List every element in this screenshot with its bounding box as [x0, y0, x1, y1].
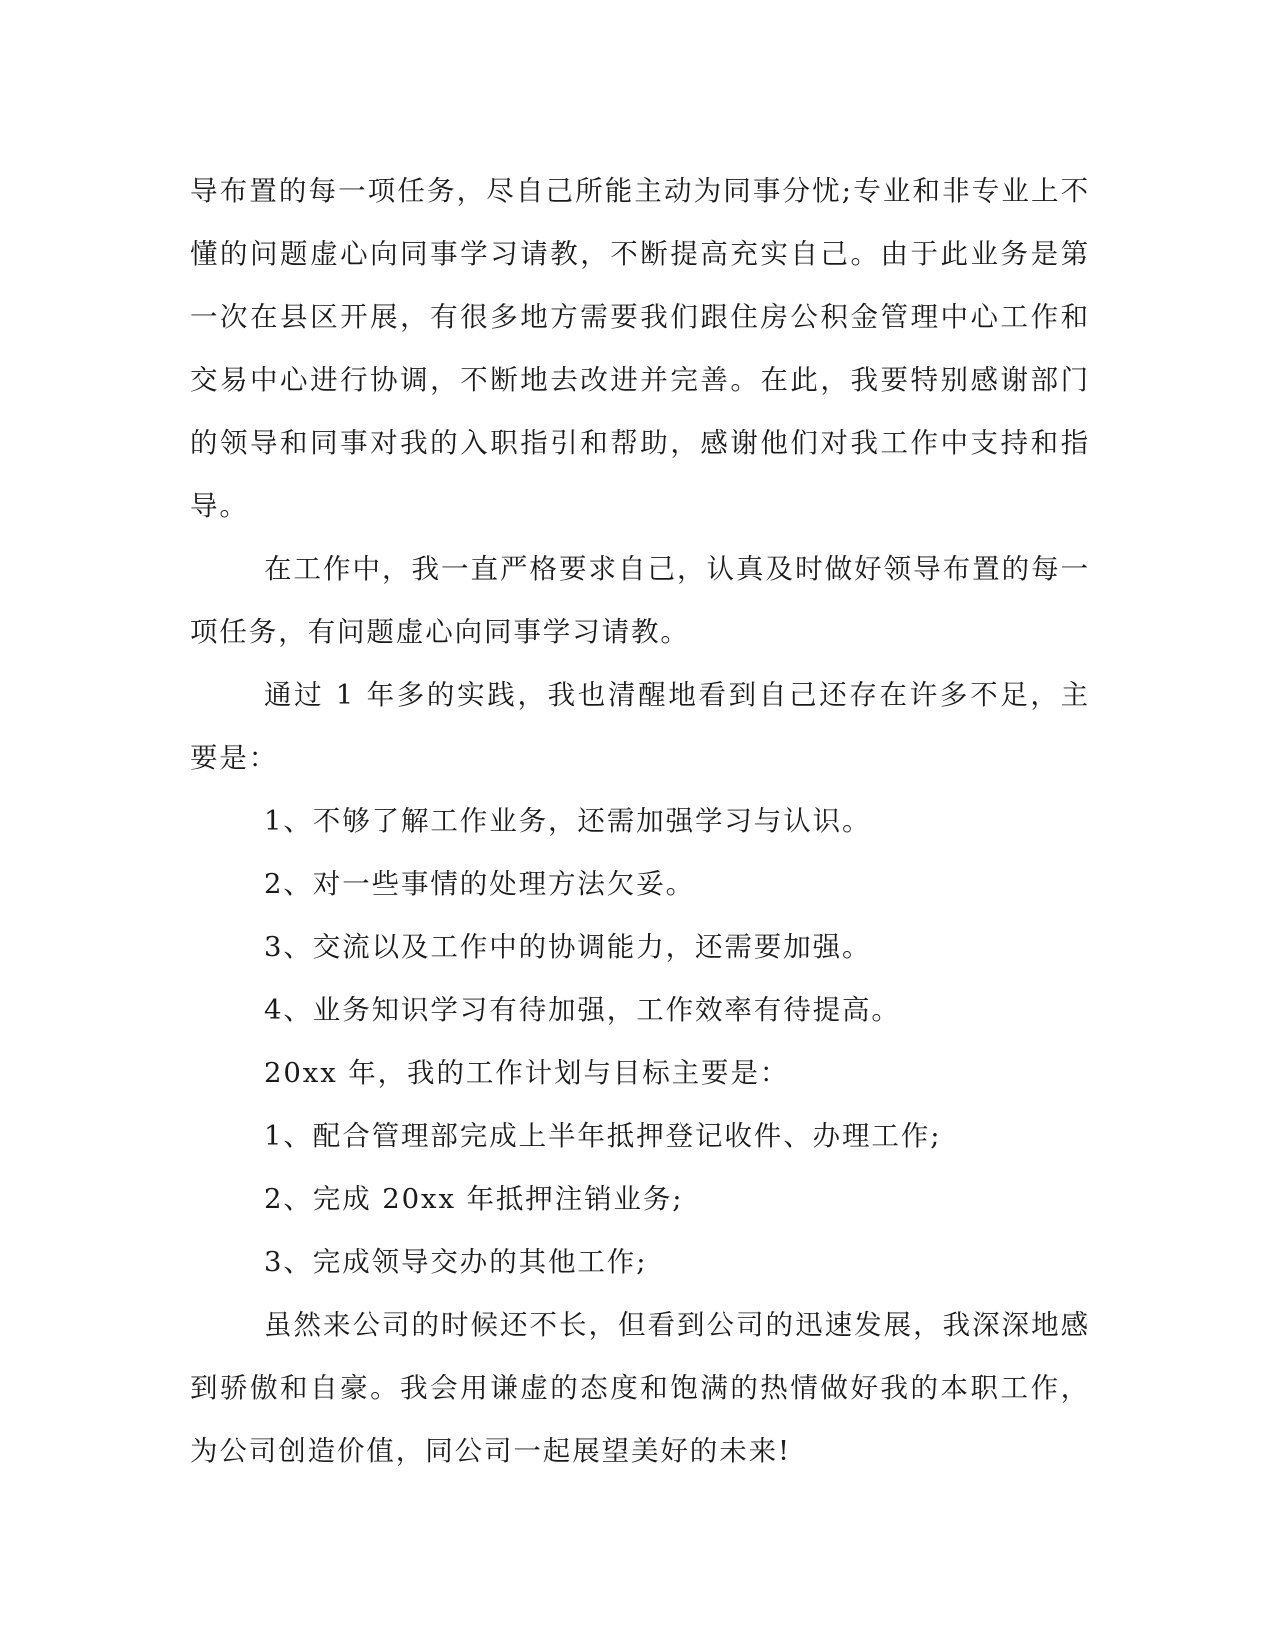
- list-item-shortcoming-3: 3、交流以及工作中的协调能力，还需要加强。: [264, 931, 872, 963]
- list-item-shortcoming-2: 2、对一些事情的处理方法欠妥。: [264, 868, 695, 900]
- plan-heading: 20xx 年，我的工作计划与目标主要是：: [264, 1057, 790, 1089]
- list-item-plan-2: 2、完成 20xx 年抵押注销业务;: [264, 1183, 684, 1215]
- closing-paragraph: 虽然来公司的时候还不长，但看到公司的迅速发展，我深深地感到骄傲和自豪。我会用谦虚的态度和饱满的热情做好我的本职工作，为公司创造价值，同公司一起展望美好的未来!: [190, 1309, 1090, 1467]
- document-body: [190, 160, 1090, 1483]
- paragraph-3: 通过 1 年多的实践，我也清醒地看到自己还存在许多不足，主要是：: [190, 679, 1090, 774]
- paragraph-2: 在工作中，我一直严格要求自己，认真及时做好领导布置的每一项任务，有问题虚心向同事学习请教。: [190, 553, 1090, 648]
- list-item-plan-3: 3、完成领导交办的其他工作;: [264, 1246, 648, 1278]
- list-item-shortcoming-1: 1、不够了解工作业务，还需加强学习与认识。: [264, 805, 872, 837]
- list-item-plan-1: 1、配合管理部完成上半年抵押登记收件、办理工作;: [264, 1120, 942, 1152]
- list-item-shortcoming-4: 4、业务知识学习有待加强，工作效率有待提高。: [264, 994, 901, 1026]
- paragraph-1: 导布置的每一项任务，尽自己所能主动为同事分忧;专业和非专业上不懂的问题虚心向同事学习请教，不断提高充实自己。由于此业务是第一次在县区开展，有很多地方需要我们跟住房公积金管理中心工作和交易中心进行协调，不断地去改进并完善。在此，我要特别感谢部门的领导和同事对我的入职指引和帮助，感谢他们对我工作中支持和指导。: [190, 175, 1090, 522]
